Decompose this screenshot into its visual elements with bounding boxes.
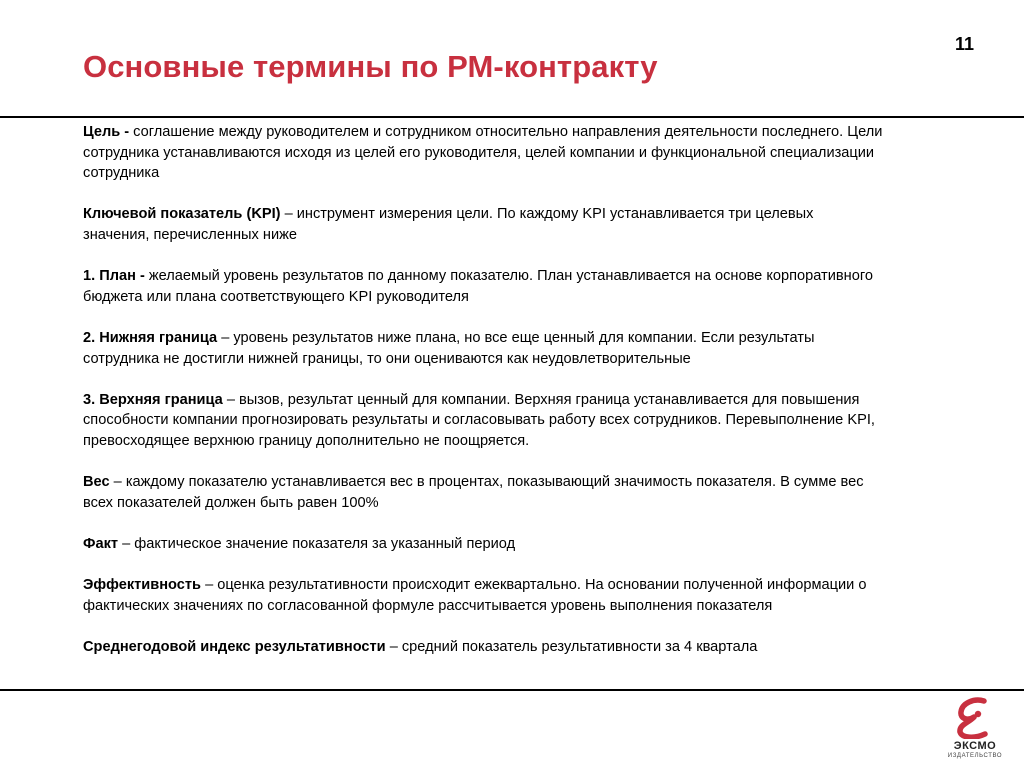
term-description: – инструмент измерения цели. По каждому KPI устанавливается три целевых значения, перечисленных ниже — [83, 206, 814, 243]
terms-list — [83, 122, 883, 657]
slide-title: Основные термины по РМ-контракту — [83, 49, 658, 84]
term-label: Цель - — [83, 124, 130, 140]
term-description: – уровень результатов ниже плана, но все еще ценный для компании. Если результаты сотрудника не достигли нижней границы, то они оцениваются как неудовлетворительные — [83, 329, 815, 367]
term-description: – каждому показателю устанавливается вес в процентах, показывающий значимость показателя. В сумме вес всех показателей должен быть равен 100% — [83, 474, 864, 511]
term-description: – средний показатель результативности за 4 квартала — [385, 638, 758, 655]
page-number: 11 — [955, 34, 975, 54]
term-label: 3. Верхняя граница — [83, 391, 223, 408]
term-description: соглашение между руководителем и сотрудником относительно направления деятельности последнего. Цели сотрудника устанавливаются исходя из целей его руководителя, целей компании и функциональной специализации сотрудника — [83, 124, 883, 182]
term-description: – вызов, результат ценный для компании. Верхняя граница устанавливается для повышения способности компании прогнозировать результаты и согласовывать работу всех сотрудников. Перевыполнение KPI, превосходящее верхнюю границу дополнительно не поощряется. — [83, 391, 875, 449]
logo-name: ЭКСМО — [953, 740, 997, 752]
eksmo-logo — [940, 697, 1010, 763]
term-lower-bound — [83, 328, 883, 369]
eksmo-logo-icon — [954, 697, 996, 739]
term-goal — [83, 122, 883, 184]
term-label: Ключевой показатель (KPI) — [83, 206, 281, 223]
top-divider — [0, 116, 1024, 118]
term-label: Факт — [83, 535, 119, 552]
term-label: Вес — [83, 474, 110, 491]
term-description: – оценка результативности происходит ежеквартально. На основании полученной информации о фактических значениях по согласованной формуле рассчитывается уровень выполнения показателя — [83, 577, 867, 614]
term-description: желаемый уровень результатов по данному показателю. План устанавливается на основе корпоративного бюджета или плана соответствующего KPI руководителя — [83, 268, 873, 305]
term-label: 1. План - — [83, 268, 145, 285]
term-kpi — [83, 204, 883, 245]
term-label: Эффективность — [83, 577, 202, 594]
term-fact — [83, 534, 883, 555]
term-upper-bound — [83, 390, 883, 452]
term-weight — [83, 472, 883, 513]
logo-subtitle: ИЗДАТЕЛЬСТВО — [947, 753, 1003, 759]
term-description: – фактическое значение показателя за указанный период — [118, 535, 516, 552]
term-plan — [83, 266, 883, 307]
bottom-divider — [0, 689, 1024, 691]
term-label: Среднегодовой индекс результативности — [83, 638, 386, 655]
term-efficiency — [83, 575, 883, 616]
term-annual-index — [83, 637, 883, 658]
term-label: 2. Нижняя граница — [83, 329, 218, 346]
